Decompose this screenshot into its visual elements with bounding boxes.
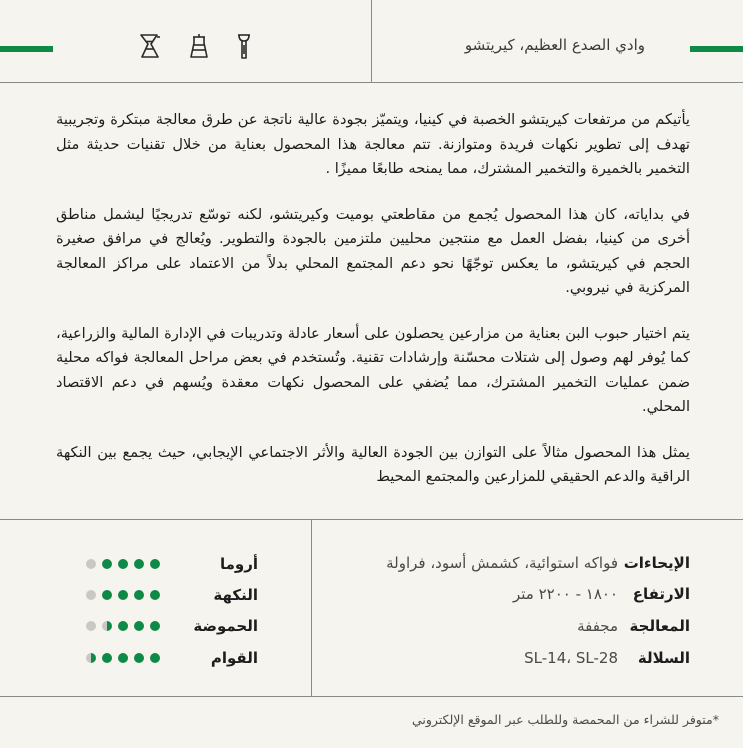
score-dot	[134, 653, 144, 663]
info-label: الارتفاع	[632, 585, 690, 603]
score-dot	[118, 653, 128, 663]
description-paragraph: يمثل هذا المحصول مثالاً على التوازن بين الجودة العالية والأثر الاجتماعي الإيجابي، حيث يجمع بين النكهة الراقية والدعم الحقيقي للمزارعين والمجتمع المحيط	[56, 443, 690, 485]
score-body	[86, 647, 258, 669]
score-flavor	[86, 584, 258, 606]
description-paragraph: في بداياته، كان هذا المحصول يُجمع من مقاطعتي بوميت وكيريتشو، لكنه توسّع تدريجيًا ليشمل مناطق أخرى من كينيا، بفضل العمل مع منتجين محليين ملتزمين بالجودة والتطوير. ويُعالج في مرافق صغيرة الحجم في كيريتشو، ما يعكس توجّهًا نحو دعم المجتمع المحلي بدلاً من الاعتماد على مراكز المعالجة المركزية في نيروبي.	[56, 205, 690, 296]
accent-bar-right	[690, 46, 743, 52]
score-dot	[86, 590, 96, 600]
info-label: الإيحاءات	[623, 554, 690, 572]
info-label: السلالة	[637, 649, 690, 667]
info-process	[330, 615, 690, 637]
score-dot	[86, 621, 96, 631]
description-paragraph: يتم اختيار حبوب البن بعناية من مزارعين يحصلون على أسعار عادلة وتدريبات في الإدارة المالية والزراعية، كما يُوفر لهم وصول إلى شتلات محسّنة وإرشادات تقنية. وتُستخدم في بعض مراحل المعالجة فواكه محلية ضمن عمليات التخمير المشترك، مما يُضفي على المحصول نكهات معقدة ويُسهم في دعم الاقتصاد المحلي.	[56, 324, 690, 415]
description-paragraph: يأتيكم من مرتفعات كيريتشو الخصبة في كينيا، ويتميّز بجودة عالية ناتجة عن طرق معالجة مبتكرة وتجريبية تهدف إلى تطوير نكهات فريدة ومتوازنة. تتم معالجة هذا المحصول بعناية من خلال تقنيات حديثة مثل التخمير بالخميرة والتخمير المشترك، مما يمنحه طابعًا مميزًا .	[56, 111, 690, 177]
score-label: النكهة	[213, 586, 258, 604]
espresso-portafilter-icon	[236, 32, 252, 60]
score-dot	[150, 653, 160, 663]
score-dot	[102, 621, 112, 631]
info-variety	[330, 647, 690, 669]
score-dots	[86, 559, 160, 569]
score-dot	[102, 653, 112, 663]
score-label: أروما	[219, 555, 258, 573]
score-dot	[118, 559, 128, 569]
score-dot	[86, 559, 96, 569]
header	[0, 0, 743, 83]
score-label: الحموضة	[193, 617, 258, 635]
score-dot	[102, 590, 112, 600]
score-label: القوام	[210, 649, 258, 667]
brew-methods	[138, 32, 252, 60]
french-press-icon	[188, 33, 210, 59]
info-label: المعالجة	[629, 617, 690, 635]
score-dot	[102, 559, 112, 569]
score-dots	[86, 653, 160, 663]
header-divider	[371, 0, 372, 83]
score-dot	[134, 559, 144, 569]
score-dot	[150, 559, 160, 569]
footnote: *متوفر للشراء من المحمصة وللطلب عبر الموقع الإلكتروني	[411, 712, 719, 727]
score-dot	[150, 590, 160, 600]
origin-title: وادي الصدع العظيم، كيريتشو	[464, 36, 645, 54]
info-notes	[330, 552, 690, 574]
score-dot	[86, 653, 96, 663]
info-value: مجففة	[577, 617, 618, 635]
score-dot	[118, 621, 128, 631]
score-acidity	[86, 615, 258, 637]
info-value: SL-14، SL-28	[524, 649, 618, 667]
details-divider	[311, 520, 312, 696]
score-dots	[86, 590, 160, 600]
chemex-icon	[138, 33, 162, 59]
score-dot	[134, 590, 144, 600]
info-altitude	[330, 583, 690, 605]
description	[56, 108, 690, 511]
score-dots	[86, 621, 160, 631]
info-value: فواكه استوائية، كشمش أسود، فراولة	[386, 554, 618, 572]
info-value: ١٨٠٠ - ٢٢٠٠ متر	[512, 585, 618, 603]
details-panel	[0, 519, 743, 697]
score-dot	[150, 621, 160, 631]
score-aroma	[86, 553, 258, 575]
score-dot	[134, 621, 144, 631]
score-dot	[118, 590, 128, 600]
accent-bar-left	[0, 46, 53, 52]
